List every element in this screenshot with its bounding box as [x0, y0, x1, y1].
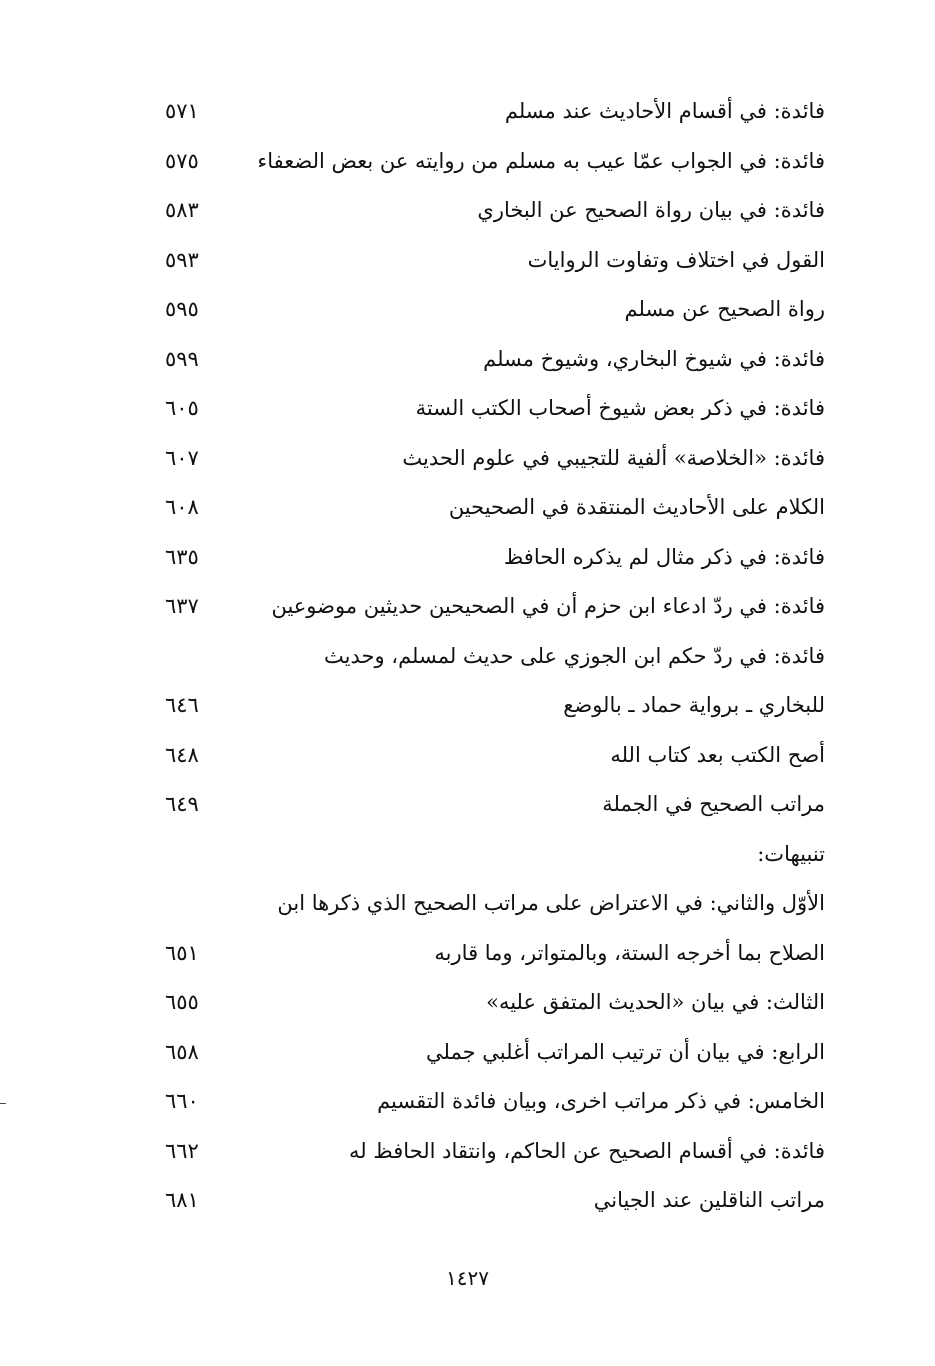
- toc-entry: [150, 288, 825, 338]
- toc-entry-title: الخامس: في ذكر مراتب اخرى، وبيان فائدة التقسيم: [377, 1089, 825, 1113]
- toc-entry-page: ٦٨١: [165, 1188, 199, 1212]
- toc-entry-title: فائدة: في شيوخ البخاري، وشيوخ مسلم: [483, 346, 825, 371]
- toc-entry-page: ٦٥٥: [165, 990, 199, 1014]
- toc-entry: [150, 338, 825, 388]
- toc-entry: [150, 387, 825, 437]
- toc-entry-page: ٦٤٨: [165, 742, 199, 767]
- toc-entry: [150, 486, 825, 536]
- margin-mark: [0, 1103, 6, 1104]
- toc-entry-title: الثالث: في بيان «الحديث المتفق عليه»: [486, 990, 825, 1014]
- toc-entry-page: ٦٥١: [165, 940, 199, 965]
- toc-entry-page: ٦٣٧: [165, 594, 199, 618]
- toc-entry-title: فائدة: في ردّ حكم ابن الجوزي على حديث لمسلم، وحديث: [324, 643, 825, 668]
- toc-entry: [150, 140, 825, 190]
- toc-entry-title: مراتب الناقلين عند الجياني: [593, 1188, 825, 1212]
- toc-entry: [150, 981, 825, 1031]
- toc-entry-title: فائدة: في ذكر بعض شيوخ أصحاب الكتب الستة: [415, 396, 825, 420]
- toc-entry: [150, 783, 825, 833]
- toc-entry: [150, 239, 825, 289]
- toc-entry-title: مراتب الصحيح في الجملة: [602, 792, 825, 816]
- toc-entry-title: رواة الصحيح عن مسلم: [624, 297, 825, 321]
- toc-entry-page: ٥٧١: [165, 99, 199, 123]
- toc-entry: [150, 882, 825, 932]
- toc-entry: [150, 932, 825, 982]
- toc-entry: [150, 536, 825, 586]
- page-number: ١٤٢٧: [446, 1266, 489, 1290]
- toc-entry-page: ٥٩٣: [165, 247, 199, 272]
- toc-entry: [150, 437, 825, 487]
- toc-entry-page: ٥٨٣: [165, 198, 199, 222]
- toc-entry: [150, 684, 825, 734]
- toc-entry-title: أصح الكتب بعد كتاب الله: [610, 742, 825, 767]
- toc-entry-title: الصلاح بما أخرجه الستة، وبالمتواتر، وما قاربه: [434, 940, 825, 965]
- toc-entry: [150, 585, 825, 635]
- toc-entry-title: فائدة: في أقسام الصحيح عن الحاكم، وانتقاد الحافظ له: [348, 1138, 825, 1163]
- toc-entry: [150, 1179, 825, 1229]
- toc-entry-page: ٦٥٨: [165, 1039, 199, 1064]
- toc-entry-title: فائدة: في بيان رواة الصحيح عن البخاري: [477, 198, 825, 222]
- toc-entry-page: ٦٤٦: [165, 693, 199, 717]
- toc-entry-title: فائدة: في ردّ ادعاء ابن حزم أن في الصحيحين حديثين موضوعين: [271, 594, 825, 618]
- toc-entry-title: الرابع: في بيان أن ترتيب المراتب أغلبي جملي: [426, 1039, 825, 1064]
- toc-entry-page: ٥٩٥: [165, 297, 199, 321]
- toc-entry: [150, 1031, 825, 1081]
- table-of-contents: [150, 90, 825, 1229]
- toc-entry: [150, 734, 825, 784]
- toc-entry-title: فائدة: في الجواب عمّا عيب به مسلم من روايته عن بعض الضعفاء: [257, 148, 825, 173]
- toc-entry-title: فائدة: في ذكر مثال لم يذكره الحافظ: [503, 544, 825, 569]
- toc-entry: [150, 189, 825, 239]
- toc-entry-page: ٦٤٩: [165, 792, 199, 816]
- toc-entry-title: الكلام على الأحاديث المنتقدة في الصحيحين: [448, 495, 825, 519]
- toc-entry: [150, 1080, 825, 1130]
- toc-entry-title: للبخاري ـ برواية حماد ـ بالوضع: [563, 693, 825, 717]
- toc-entry-title: فائدة: في أقسام الأحاديث عند مسلم: [504, 99, 825, 123]
- toc-entry-page: ٦٣٥: [165, 544, 199, 569]
- toc-entry-title: الأوّل والثاني: في الاعتراض على مراتب الصحيح الذي ذكرها ابن: [277, 891, 825, 915]
- toc-entry-page: ٥٧٥: [165, 148, 199, 173]
- toc-entry: [150, 1130, 825, 1180]
- toc-entry: [150, 90, 825, 140]
- toc-entry-page: ٦٠٥: [165, 396, 199, 420]
- toc-entry-page: ٥٩٩: [165, 346, 199, 371]
- toc-entry: [150, 635, 825, 685]
- toc-entry-page: ٦٦٢: [165, 1138, 199, 1163]
- toc-entry-page: ٦٦٠: [165, 1089, 199, 1113]
- toc-entry-title: القول في اختلاف وتفاوت الروايات: [527, 247, 825, 272]
- toc-entry-title: فائدة: «الخلاصة» ألفية للتجيبي في علوم الحديث: [402, 445, 825, 470]
- toc-entry-page: ٦٠٨: [165, 495, 199, 519]
- toc-subheading: [150, 833, 825, 883]
- toc-subheading-title: تنبيهات:: [757, 841, 825, 866]
- toc-entry-page: ٦٠٧: [165, 445, 199, 470]
